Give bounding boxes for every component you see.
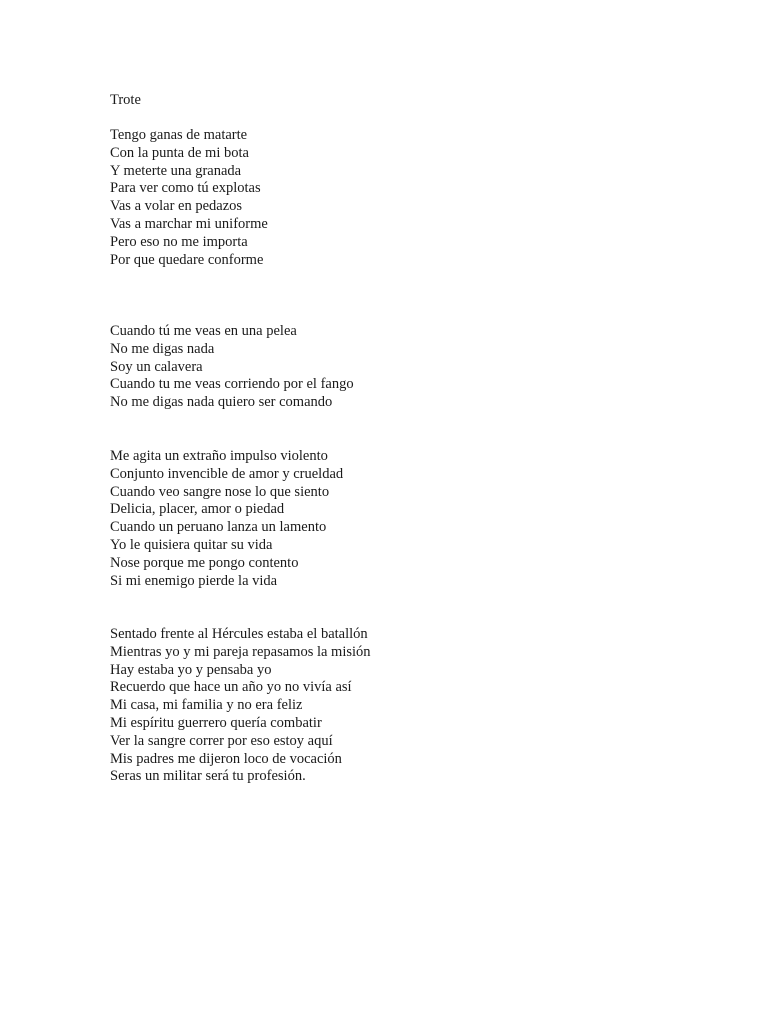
stanza-4 (110, 626, 371, 786)
poem-line: Con la punta de mi bota (110, 144, 249, 161)
poem-line: Cuando tú me veas en una pelea (110, 323, 297, 339)
poem-line: Recuerdo que hace un año yo no vivía así (110, 679, 352, 696)
poem-line: Mientras yo y mi pareja repasamos la misión (110, 643, 371, 660)
poem-line: Hay estaba yo y pensaba yo (110, 661, 272, 678)
poem-line: Mi espíritu guerrero quería combatir (110, 714, 322, 731)
poem-line: Cuando un peruano lanza un lamento (110, 519, 327, 536)
poem-line: Soy un calavera (110, 358, 203, 375)
stanza-1 (110, 127, 268, 269)
poem-line: Sentado frente al Hércules estaba el batallón (110, 626, 368, 642)
poem-line: Si mi enemigo pierde la vida (110, 572, 278, 589)
poem-line: Cuando veo sangre nose lo que siento (110, 483, 330, 500)
poem-line: Seras un militar será tu profesión. (110, 768, 306, 785)
poem-line: No me digas nada (110, 340, 215, 357)
poem-line: Por que quedare conforme (110, 251, 264, 268)
poem-line: Mi casa, mi familia y no era feliz (110, 697, 303, 714)
poem-line: Yo le quisiera quitar su vida (110, 536, 273, 553)
poem-line: Vas a volar en pedazos (110, 198, 243, 215)
poem-line: Tengo ganas de matarte (110, 127, 248, 143)
poem-line: Cuando tu me veas corriendo por el fango (110, 376, 354, 393)
poem-line: Delicia, placer, amor o piedad (110, 501, 285, 518)
poem-line: Para ver como tú explotas (110, 180, 261, 197)
stanza-2 (110, 323, 354, 412)
poem-line: Y meterte una granada (110, 162, 242, 179)
poem-line: Me agita un extraño impulso violento (110, 448, 328, 464)
poem-line: Pero eso no me importa (110, 233, 248, 250)
poem-line: Nose porque me pongo contento (110, 554, 299, 571)
poem-line: Vas a marchar mi uniforme (110, 215, 268, 232)
stanza-3 (110, 448, 343, 590)
poem-title: Trote (110, 92, 141, 108)
poem-line: Mis padres me dijeron loco de vocación (110, 750, 342, 767)
poem-line: No me digas nada quiero ser comando (110, 394, 333, 411)
poem-line: Conjunto invencible de amor y crueldad (110, 465, 344, 482)
poem-line: Ver la sangre correr por eso estoy aquí (110, 732, 333, 749)
